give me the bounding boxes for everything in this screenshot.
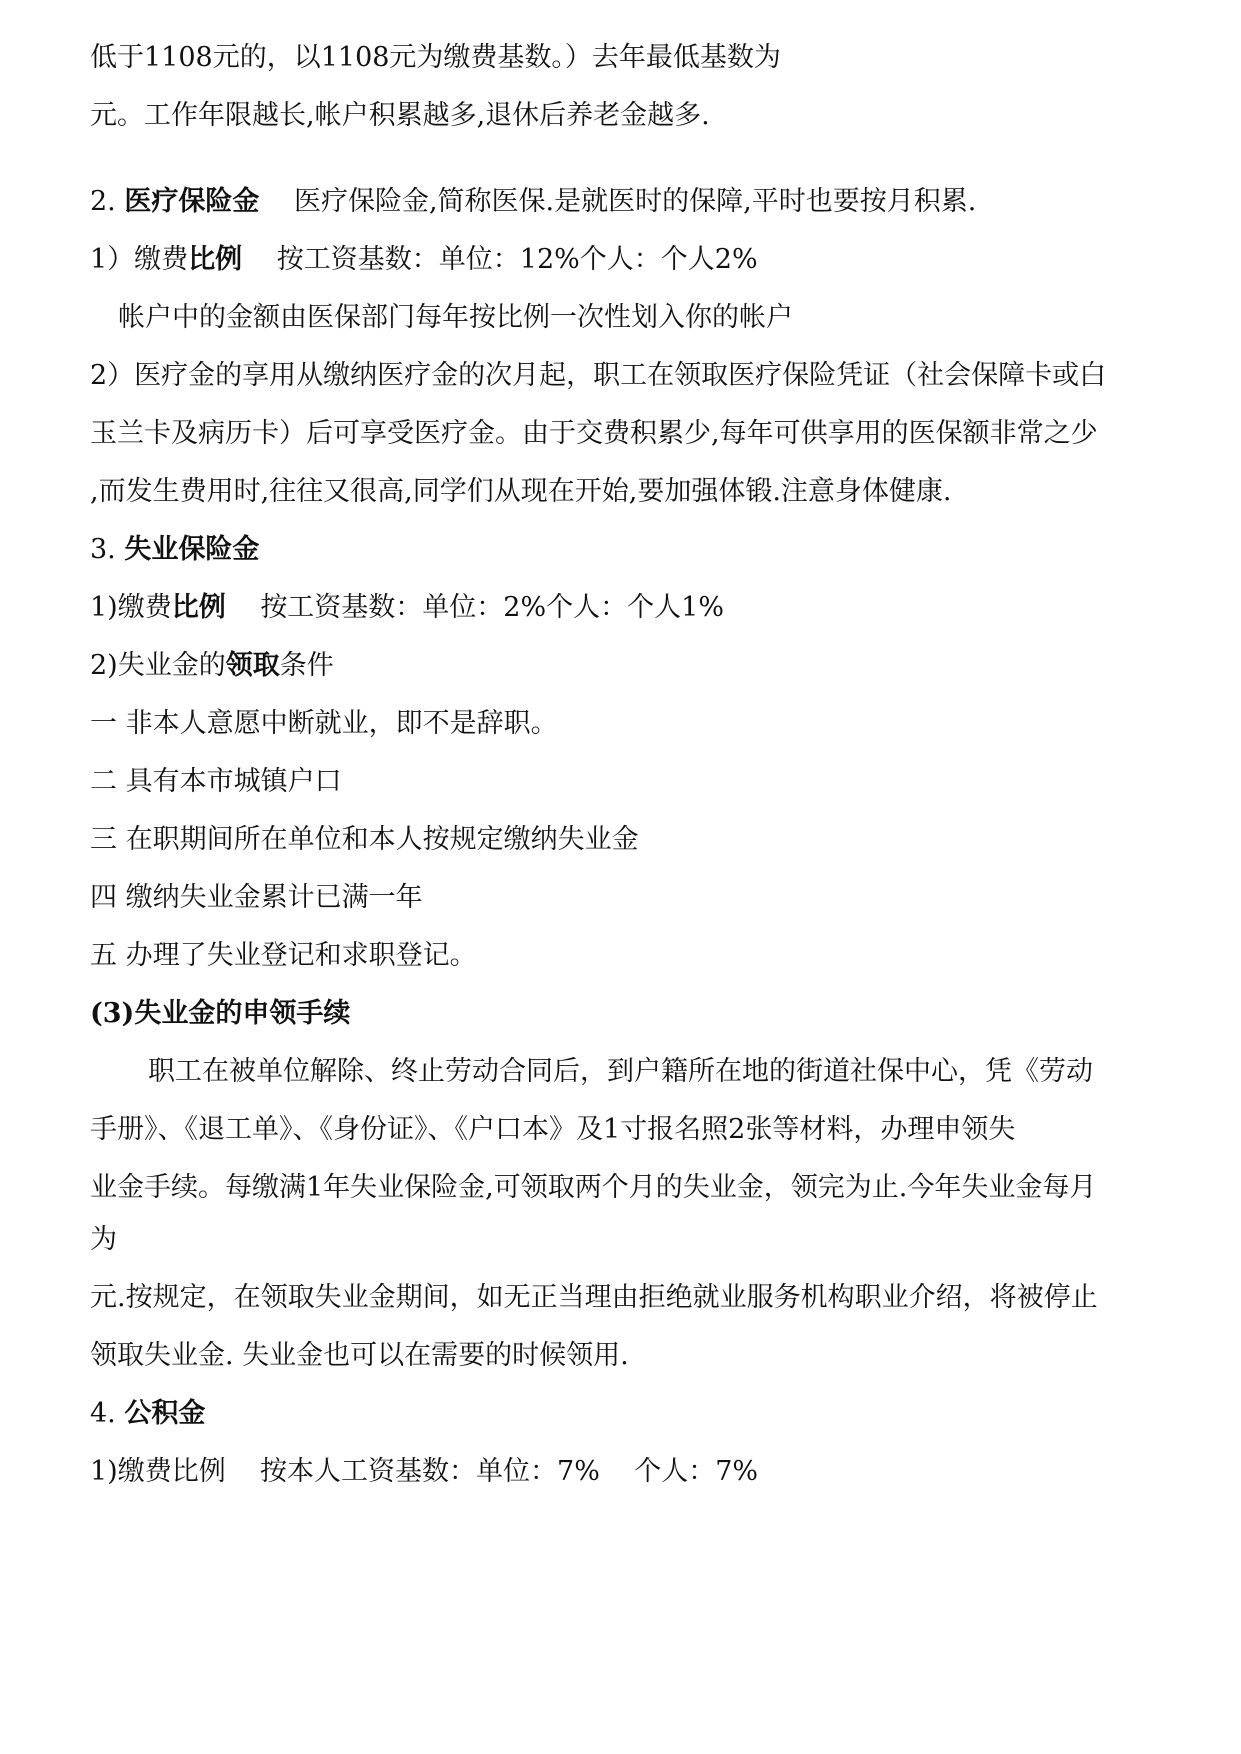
procedure-heading: (3)失业金的申领手续 xyxy=(90,998,351,1029)
paragraph-line: 职工在被单位解除、终止劳动合同后，到户籍所在地的街道社保中心，凭《劳动 xyxy=(148,1056,1093,1087)
contribution-ratio-line xyxy=(90,242,1180,278)
section-heading-unemployment xyxy=(90,532,1180,568)
condition-item: 四 缴纳失业金累计已满一年 xyxy=(90,882,423,913)
condition-item: 一 非本人意愿中断就业，即不是辞职。 xyxy=(90,708,558,739)
section-number: 4. xyxy=(90,1398,116,1429)
paragraph-line: 2）医疗金的享用从缴纳医疗金的次月起，职工在领取医疗保险凭证（社会保障卡或白 xyxy=(90,360,1107,391)
item-label: 1）缴费 xyxy=(90,244,189,275)
paragraph-line: 帐户中的金额由医保部门每年按比例一次性划入你的帐户 xyxy=(118,302,793,333)
paragraph-line: 为 xyxy=(90,1224,117,1255)
section-heading-housing-fund xyxy=(90,1396,1180,1432)
section-heading-medical xyxy=(90,184,1180,220)
item-value: 按工资基数：单位：12%个人：个人2% xyxy=(276,244,758,275)
item-label-tail: 条件 xyxy=(279,650,334,681)
section-description: 医疗保险金,简称医保.是就医时的保障,平时也要按月积累. xyxy=(293,186,977,217)
contribution-ratio-line xyxy=(90,590,1180,626)
paragraph-line: 手册》、《退工单》、《身份证》、《户口本》及1寸报名照2张等材料，办理申领失 xyxy=(90,1114,1016,1145)
section-title: 医疗保险金 xyxy=(124,186,260,217)
item-label: 1)缴费 xyxy=(90,592,172,623)
conditions-heading xyxy=(90,648,1180,684)
paragraph-line: 元.按规定，在领取失业金期间，如无正当理由拒绝就业服务机构职业介绍，将被停止 xyxy=(90,1282,1098,1313)
section-title: 公积金 xyxy=(124,1398,206,1429)
paragraph-line: 低于1108元的，以1108元为缴费基数。）去年最低基数为 xyxy=(90,42,781,73)
paragraph-line: 业金手续。每缴满1年失业保险金,可领取两个月的失业金，领完为止.今年失业金每月 xyxy=(90,1172,1097,1203)
paragraph-line: 领取失业金. 失业金也可以在需要的时候领用. xyxy=(90,1340,629,1371)
paragraph-line: ,而发生费用时,往往又很高,同学们从现在开始,要加强体锻.注意身体健康. xyxy=(90,476,952,507)
item-label-bold: 比例 xyxy=(188,244,243,275)
item-label-bold: 领取 xyxy=(225,650,280,681)
paragraph-line: 玉兰卡及病历卡）后可享受医疗金。由于交费积累少,每年可供享用的医保额非常之少 xyxy=(90,418,1098,449)
condition-item: 五 办理了失业登记和求职登记。 xyxy=(90,940,477,971)
condition-item: 二 具有本市城镇户口 xyxy=(90,766,342,797)
section-title: 失业保险金 xyxy=(124,534,260,565)
section-number: 2. xyxy=(90,186,116,217)
contribution-ratio-line: 1)缴费比例 按本人工资基数：单位：7% 个人：7% xyxy=(90,1456,759,1487)
paragraph-line: 元。工作年限越长,帐户积累越多,退休后养老金越多. xyxy=(90,100,710,131)
item-value: 按工资基数：单位：2%个人：个人1% xyxy=(260,592,724,623)
item-label-bold: 比例 xyxy=(171,592,226,623)
section-number: 3. xyxy=(90,534,116,565)
item-label: 2)失业金的 xyxy=(90,650,226,681)
condition-item: 三 在职期间所在单位和本人按规定缴纳失业金 xyxy=(90,824,639,855)
